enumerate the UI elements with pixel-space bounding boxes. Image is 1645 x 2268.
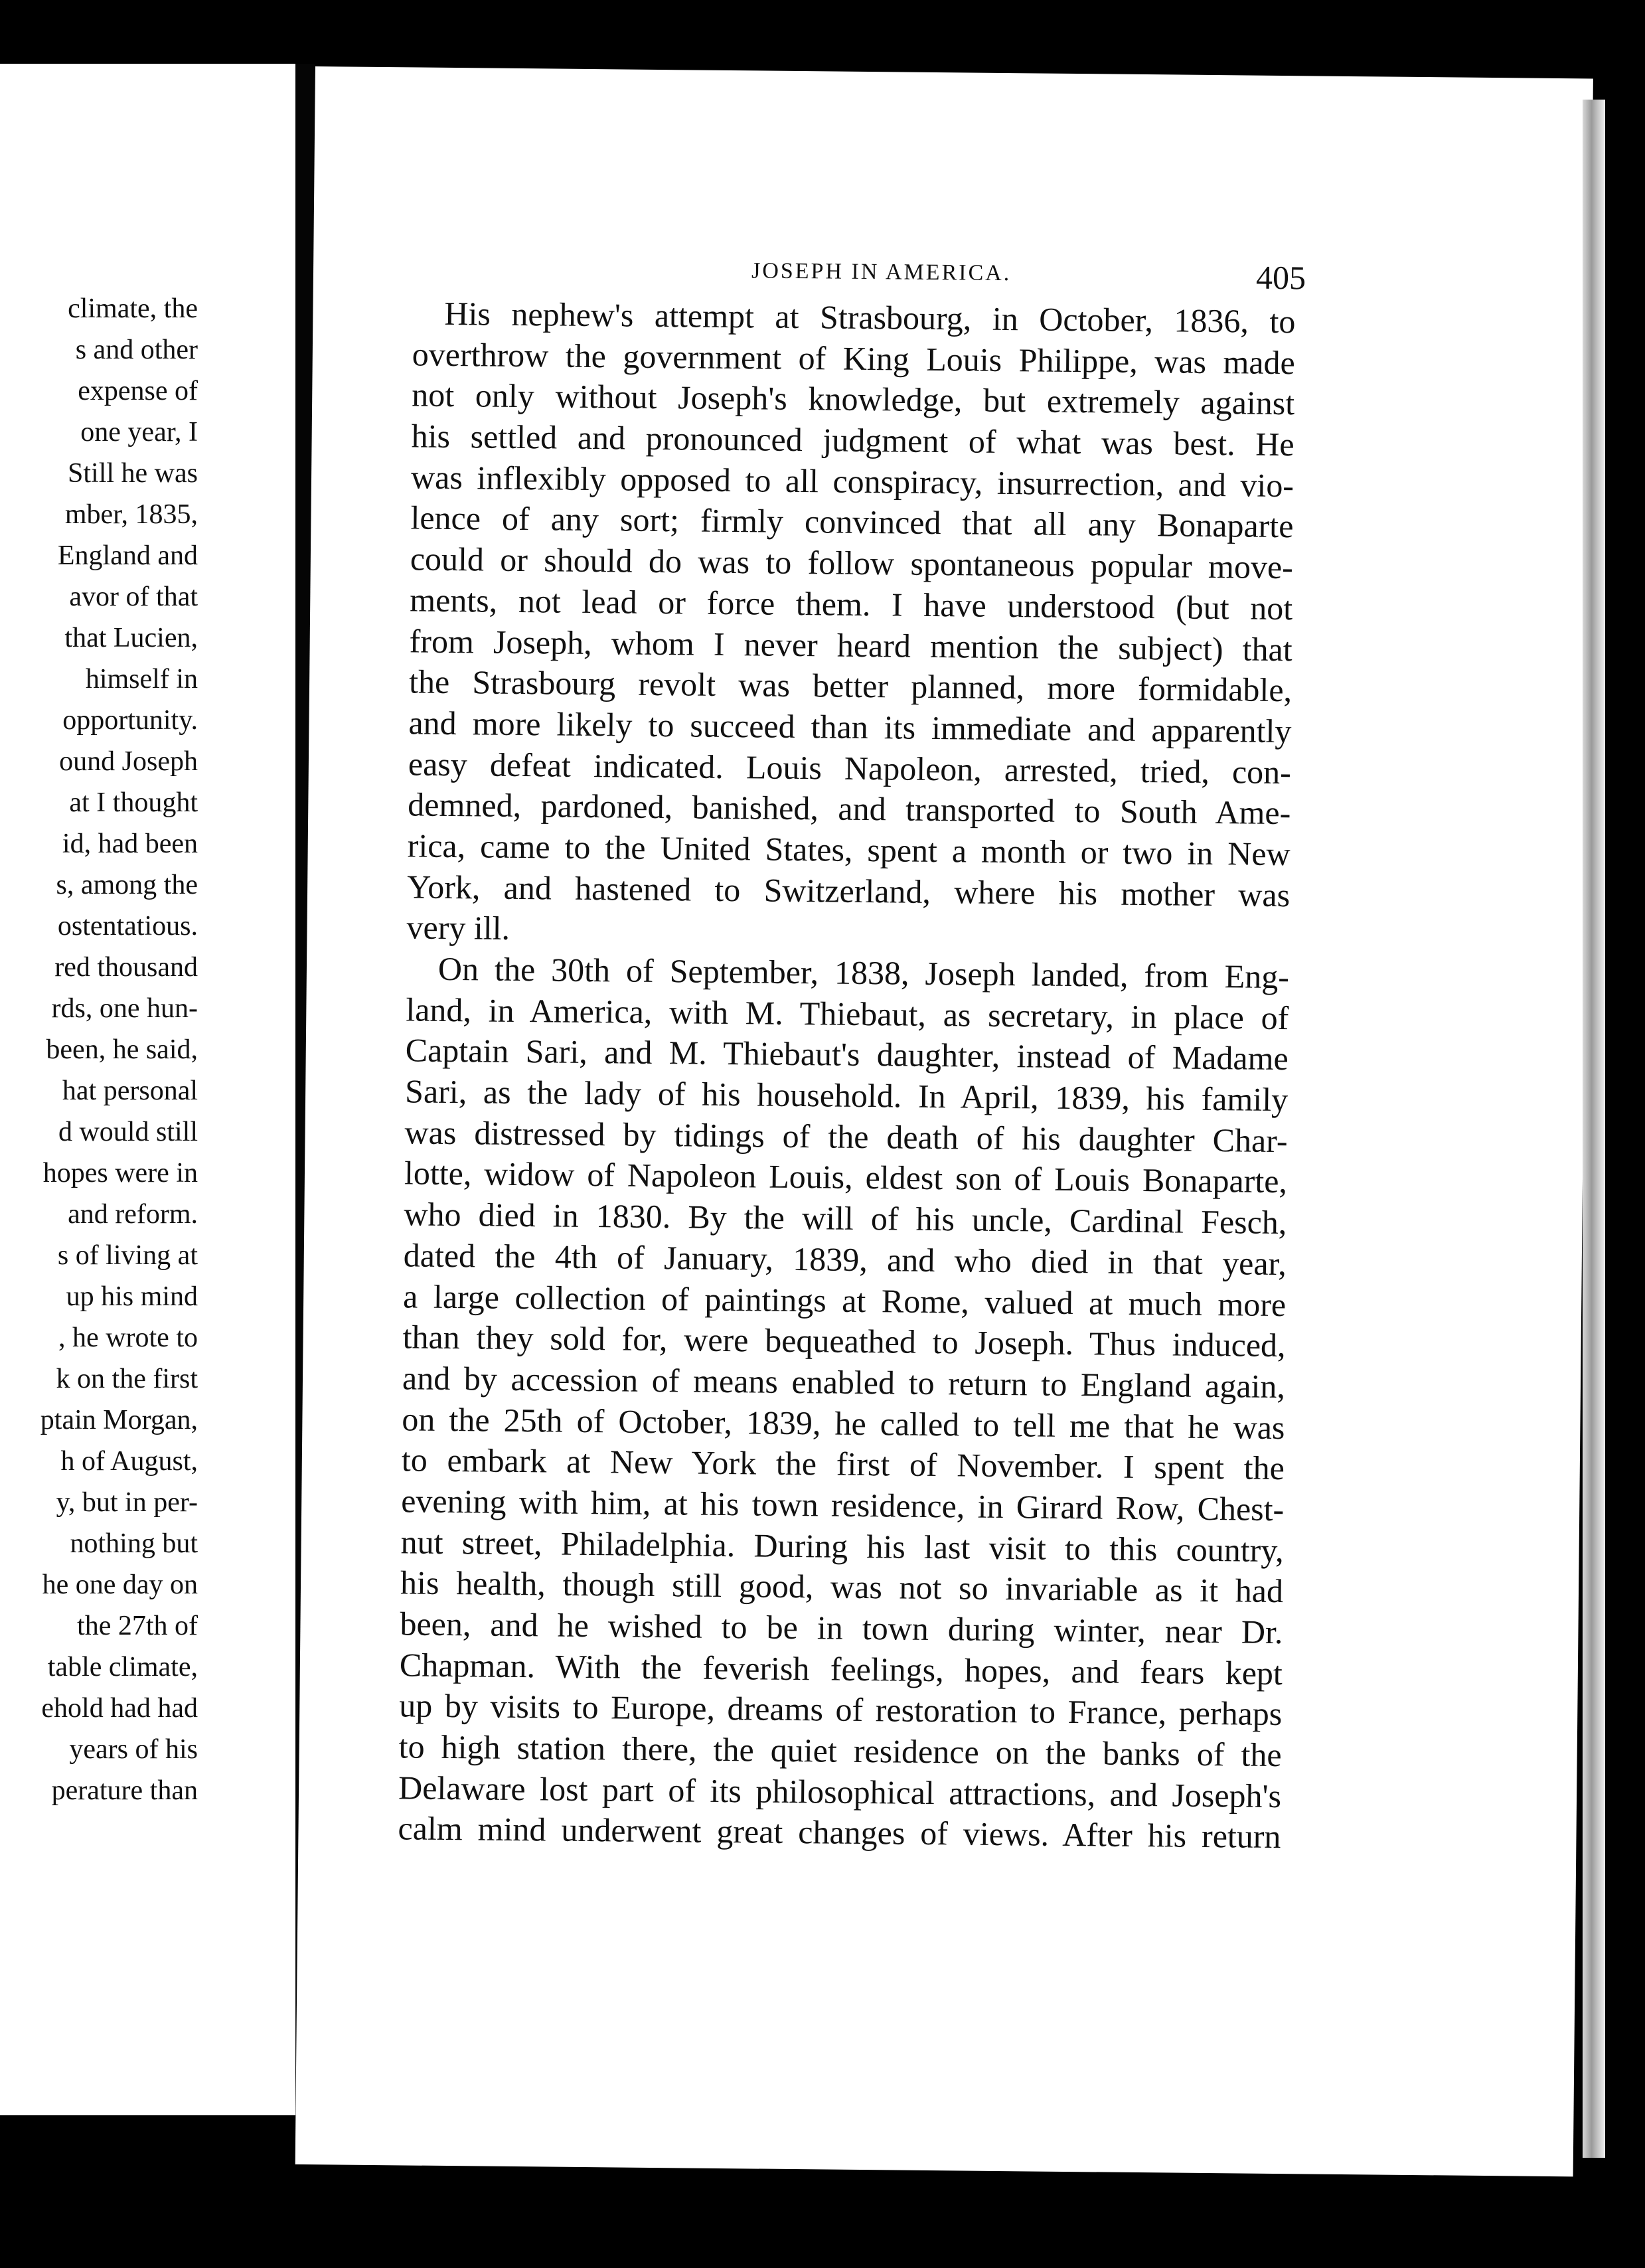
left-page-line: hopes were in bbox=[42, 1158, 198, 1188]
text-line: who died in 1830. By the will of his uncle, Cardinal Fesch, bbox=[404, 1195, 1287, 1242]
left-page-line: that Lucien, bbox=[64, 623, 198, 653]
left-page-line: s and other bbox=[75, 335, 198, 365]
left-page-line: and reform. bbox=[68, 1199, 198, 1230]
left-page-line: Still he was bbox=[68, 458, 198, 489]
left-page-line: up his mind bbox=[66, 1281, 198, 1312]
left-page-line: mber, 1835, bbox=[64, 499, 198, 530]
left-page-line: ostentatious. bbox=[57, 911, 198, 941]
text-line: very ill. bbox=[406, 908, 510, 947]
right-page bbox=[295, 66, 1593, 2176]
text-line: land, in America, with M. Thiebaut, as secretary, in place of bbox=[406, 991, 1289, 1036]
left-page-line: nothing but bbox=[70, 1528, 198, 1559]
text-line: the Strasbourg revolt was better planned, more formidable, bbox=[408, 663, 1292, 709]
left-page-line: s, among the bbox=[56, 870, 198, 900]
left-page-line: red thousand bbox=[54, 952, 198, 983]
text-line: Captain Sari, and M. Thiebaut's daughter, instead of Madame bbox=[405, 1031, 1289, 1078]
page-number: 405 bbox=[1255, 258, 1306, 297]
left-page-line: years of his bbox=[69, 1734, 198, 1765]
left-page-line: the 27th of bbox=[77, 1611, 198, 1641]
left-page-line: England and bbox=[57, 540, 198, 571]
text-line: to embark at New York the first of November. I spent the bbox=[401, 1441, 1285, 1487]
text-line: lotte, widow of Napoleon Louis, eldest son of Louis Bonaparte, bbox=[404, 1154, 1288, 1200]
text-line: overthrow the government of King Louis Philippe, was made bbox=[412, 335, 1296, 381]
text-line: not only without Joseph's knowledge, but extremely against bbox=[411, 376, 1295, 422]
text-line: was distressed by tidings of the death of his daughter Char- bbox=[404, 1113, 1288, 1159]
page-edge bbox=[1583, 100, 1605, 2158]
left-page-line: perature than bbox=[51, 1775, 198, 1806]
left-page-line: hat personal bbox=[62, 1076, 198, 1106]
text-line: calm mind underwent great changes of views. After his return bbox=[398, 1809, 1281, 1856]
left-page-line: ound Joseph bbox=[59, 746, 198, 777]
text-line: been, and he wished to be in town during winter, near Dr. bbox=[400, 1605, 1283, 1651]
left-page-line: ptain Morgan, bbox=[40, 1405, 198, 1435]
text-line: than they sold for, were bequeathed to Joseph. Thus induced, bbox=[402, 1318, 1286, 1364]
left-page-line: y, but in per- bbox=[56, 1487, 198, 1518]
text-line: his settled and pronounced judgment of what was best. He bbox=[411, 417, 1294, 463]
text-line: lence of any sort; firmly convinced that all any Bonaparte bbox=[410, 499, 1294, 545]
text-line: York, and hastened to Switzerland, where his mother was bbox=[406, 868, 1291, 914]
text-line: from Joseph, whom I never heard mention the subject) that bbox=[409, 621, 1292, 668]
text-line: his health, though still good, was not so invariable as it had bbox=[400, 1564, 1284, 1610]
running-head: JOSEPH IN AMERICA. bbox=[751, 258, 1012, 286]
left-page-line: d would still bbox=[58, 1117, 198, 1147]
left-page-line: rds, one hun- bbox=[51, 993, 198, 1024]
text-line: up by visits to Europe, dreams of restoration to France, perhaps bbox=[399, 1686, 1283, 1733]
left-page-line: expense of bbox=[78, 376, 198, 406]
left-page-line: s of living at bbox=[57, 1240, 198, 1271]
left-page-line: ehold had had bbox=[41, 1693, 198, 1724]
text-line: a large collection of paintings at Rome, valued at much more bbox=[402, 1277, 1287, 1323]
text-line: On the 30th of September, 1838, Joseph landed, from Eng- bbox=[437, 949, 1290, 996]
left-page-line: he one day on bbox=[42, 1570, 198, 1600]
left-page-line: himself in bbox=[85, 664, 198, 694]
text-line: ments, not lead or force them. I have understood (but not bbox=[410, 581, 1293, 627]
text-line: and more likely to succeed than its immediate and apparently bbox=[408, 704, 1292, 750]
left-page-line: avor of that bbox=[69, 582, 198, 612]
text-line: nut street, Philadelphia. During his last visit to this country, bbox=[400, 1522, 1284, 1569]
body-text bbox=[398, 293, 1295, 1858]
text-line: was inflexibly opposed to all conspiracy, insurrection, and vio- bbox=[410, 458, 1294, 504]
text-line: Sari, as the lady of his household. In April, 1839, his family bbox=[404, 1072, 1289, 1119]
text-line: could or should do was to follow spontaneous popular move- bbox=[410, 540, 1294, 586]
text-line: His nephew's attempt at Strasbourg, in October, 1836, to bbox=[444, 294, 1296, 341]
text-line: dated the 4th of January, 1839, and who died in that year, bbox=[403, 1236, 1287, 1282]
left-page-line: opportunity. bbox=[62, 705, 198, 736]
text-line: Chapman. With the feverish feelings, hopes, and fears kept bbox=[399, 1646, 1283, 1692]
text-line: easy defeat indicated. Louis Napoleon, arrested, tried, con- bbox=[408, 744, 1292, 791]
left-page-line: at I thought bbox=[69, 787, 198, 818]
text-line: rica, came to the United States, spent a month or two in New bbox=[407, 827, 1291, 873]
left-page-line: h of August, bbox=[60, 1446, 198, 1477]
text-line: to high station there, the quiet residence on the banks of the bbox=[398, 1728, 1282, 1774]
left-page-line: , he wrote to bbox=[58, 1323, 198, 1353]
text-line: demned, pardoned, banished, and transported to South Ame- bbox=[408, 785, 1291, 832]
left-page-line: id, had been bbox=[62, 829, 198, 859]
left-page-line: one year, I bbox=[80, 417, 198, 447]
left-page-line: been, he said, bbox=[46, 1034, 198, 1065]
left-page-line: climate, the bbox=[68, 293, 198, 324]
left-page-line: k on the first bbox=[56, 1364, 198, 1394]
text-line: and by accession of means enabled to return to England again, bbox=[402, 1359, 1286, 1405]
left-page-line: table climate, bbox=[47, 1652, 198, 1682]
text-line: on the 25th of October, 1839, he called to tell me that he was bbox=[402, 1400, 1285, 1446]
text-line: Delaware lost part of its philosophical attractions, and Joseph's bbox=[398, 1769, 1282, 1815]
text-line: evening with him, at his town residence, in Girard Row, Chest- bbox=[401, 1482, 1285, 1528]
left-page bbox=[0, 64, 295, 2115]
